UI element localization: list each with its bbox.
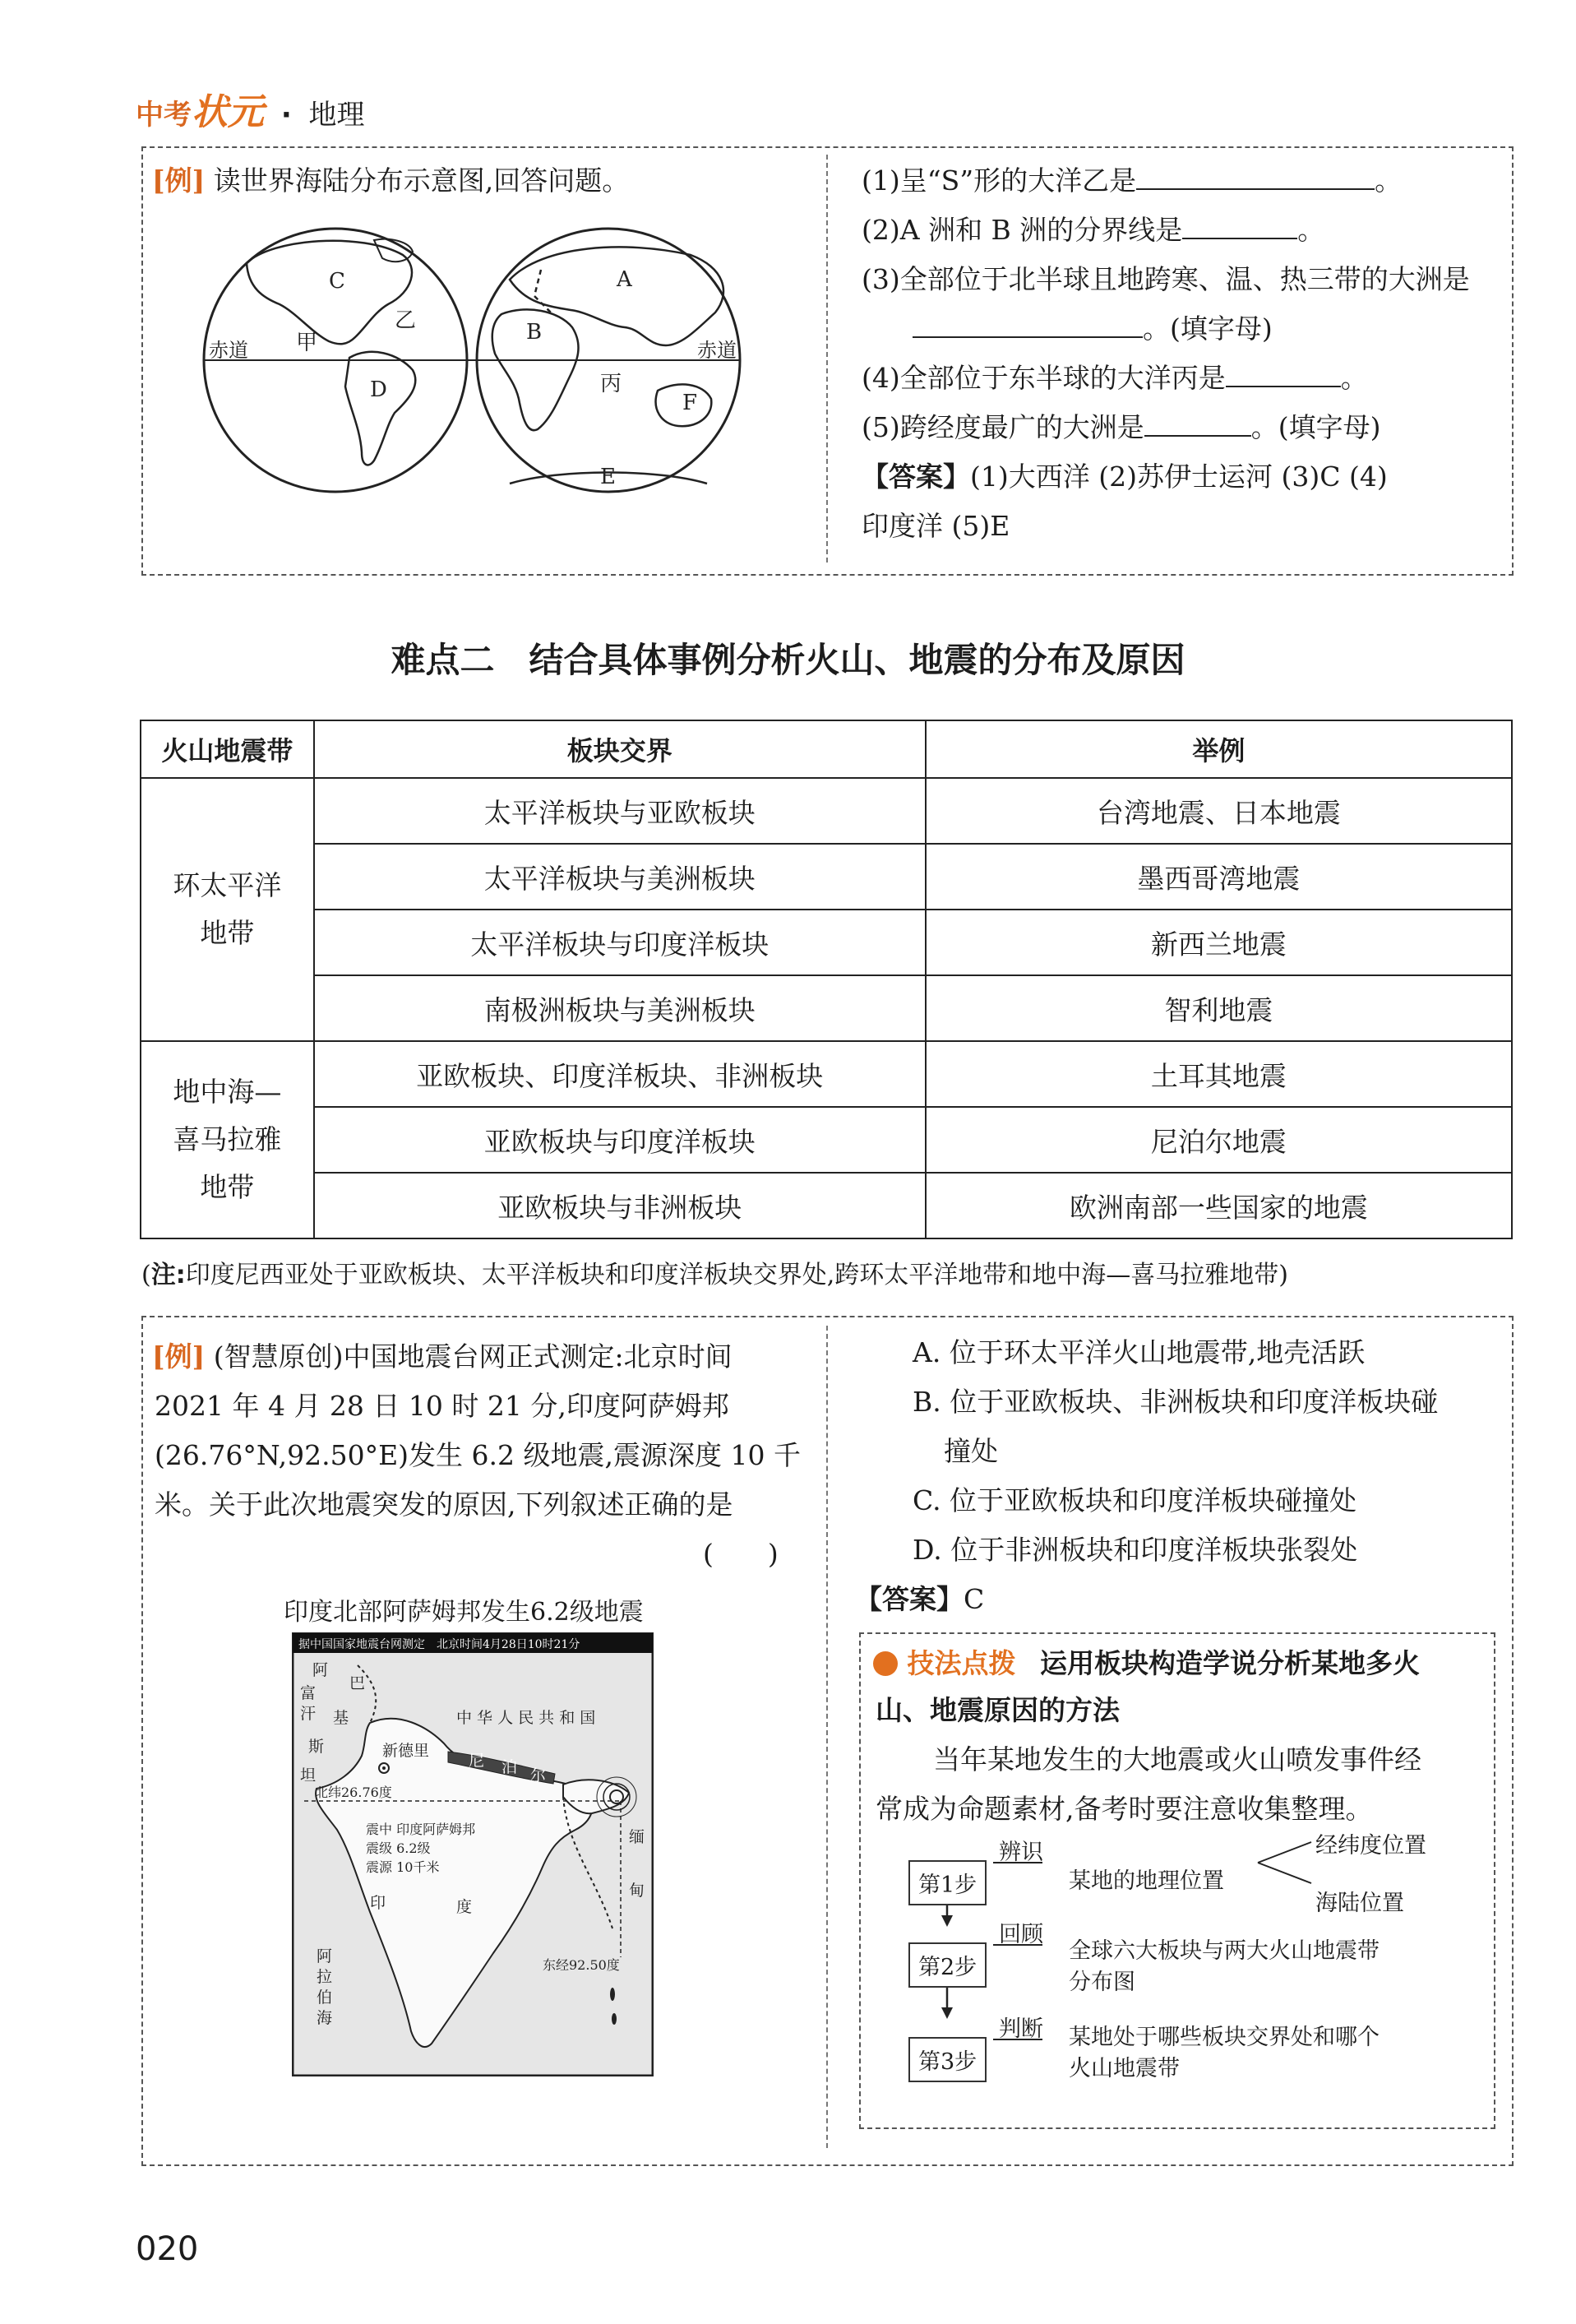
- flow-step1: 第1步: [908, 1860, 987, 1905]
- india-quake-map: [292, 1632, 654, 2076]
- label-bing: 丙: [600, 372, 622, 396]
- label-equator-right: 赤道: [697, 339, 737, 362]
- example-cell: 智利地震: [926, 975, 1512, 1041]
- example2-divider: [826, 1326, 828, 2148]
- flow-step3-text2: 火山地震带: [1069, 2056, 1180, 2081]
- label-afghan-1: 阿: [312, 1661, 329, 1679]
- tip-title-line1: [873, 1641, 1420, 1687]
- header-dot: ·: [280, 99, 292, 132]
- option-a: A. 位于环太平洋火山地震带,地壳活跃: [913, 1336, 1366, 1368]
- flow-step1-verb: 辨识: [999, 1840, 1043, 1865]
- label-yi: 乙: [395, 308, 417, 333]
- label-A: A: [617, 267, 632, 292]
- option-d: D. 位于非洲板块和印度洋板块张裂处: [913, 1534, 1358, 1566]
- example1-q5: (5)跨经度最广的大洲是 。(填字母): [862, 411, 1381, 443]
- label-D: D: [370, 377, 387, 402]
- label-china: 中 华 人 民 共 和 国: [456, 1709, 596, 1727]
- example2-line2: 2021 年 4 月 28 日 10 时 21 分,印度阿萨姆邦: [155, 1390, 729, 1422]
- tip-badge: 技法点拨: [907, 1647, 1016, 1679]
- page-number: 020: [136, 2230, 199, 2268]
- example-cell: 台湾地震、日本地震: [926, 778, 1512, 844]
- boundary-cell: 亚欧板块、印度洋板块、非洲板块: [314, 1041, 926, 1107]
- example1-answer-line2: 印度洋 (5)E: [862, 510, 1010, 542]
- series-name: 中考: [136, 99, 192, 132]
- label-india-1: 印: [370, 1894, 386, 1912]
- label-india-2: 度: [456, 1898, 473, 1916]
- example-cell: 欧洲南部一些国家的地震: [926, 1173, 1512, 1238]
- answer-paren: ( ): [703, 1538, 779, 1570]
- label-C: C: [329, 269, 345, 294]
- label-bo: 泊: [501, 1758, 518, 1776]
- flow-branch1: 经纬度位置: [1315, 1833, 1426, 1859]
- belt-mediterranean: 地中海— 喜马拉雅 地带: [141, 1041, 314, 1238]
- example1-q3: (3)全部位于北半球且地跨寒、温、热三带的大洲是: [862, 263, 1470, 295]
- label-afghan-2: 富: [300, 1684, 317, 1702]
- series-brand: 状元: [192, 91, 264, 133]
- label-arab-4: 海: [317, 2009, 333, 2027]
- label-E: E: [600, 465, 616, 489]
- header-boundary: 板块交界: [314, 720, 926, 778]
- tip-text-line1: 当年某地发生的大地震或火山喷发事件经: [933, 1743, 1421, 1775]
- boundary-cell: 太平洋板块与印度洋板块: [314, 910, 926, 975]
- label-arab-2: 拉: [317, 1968, 333, 1986]
- table-row: [141, 1173, 1512, 1238]
- map-banner-text: 据中国国家地震台网测定 北京时间4月28日10时21分: [298, 1638, 580, 1651]
- label-pak-1: 巴: [349, 1674, 366, 1692]
- table-row: [141, 975, 1512, 1041]
- label-pak-4: 坦: [300, 1766, 317, 1785]
- example2-tag: 例: [164, 1340, 192, 1373]
- flow-step3: 第3步: [908, 2037, 987, 2082]
- note-label: 注:: [150, 1261, 186, 1289]
- belt-pacific: 环太平洋 地带: [141, 778, 314, 1041]
- example-cell: 尼泊尔地震: [926, 1107, 1512, 1173]
- option-b: B. 位于亚欧板块、非洲板块和印度洋板块碰: [913, 1386, 1439, 1418]
- label-afghan-3: 汗: [300, 1705, 317, 1723]
- table-row: [141, 1107, 1512, 1173]
- option-b-cont: 撞处: [944, 1435, 998, 1467]
- flow-step2-text2: 分布图: [1069, 1970, 1135, 1995]
- tip-title-line2: 山、地震原因的方法: [876, 1694, 1120, 1726]
- header-example: 举例: [926, 720, 1512, 778]
- tip-title: 运用板块构造学说分析某地多火: [1040, 1647, 1420, 1679]
- table-note: (注:印度尼西亚处于亚欧板块、太平洋板块和印度洋板块交界处,跨环太平洋地带和地中海—喜马拉雅地带): [141, 1261, 1288, 1289]
- world-map: [197, 222, 756, 502]
- label-ni: 尼: [469, 1752, 485, 1770]
- example1-question: 读世界海陆分布示意图,回答问题。: [213, 164, 630, 197]
- label-quake-magnitude: 震级 6.2级: [366, 1840, 431, 1856]
- example1-q3-blank: 。(填字母): [913, 304, 1273, 354]
- example1-q4: (4)全部位于东半球的大洋丙是 。: [862, 362, 1368, 394]
- note-text: 印度尼西亚处于亚欧板块、太平洋板块和印度洋板块交界处,跨环太平洋地带和地中海—喜马拉雅地带): [185, 1261, 1288, 1289]
- lightbulb-icon: [873, 1651, 898, 1676]
- label-pak-2: 基: [333, 1709, 349, 1727]
- label-myanmar-2: 甸: [629, 1882, 645, 1900]
- boundary-cell: 太平洋板块与亚欧板块: [314, 778, 926, 844]
- label-new-delhi: 新德里: [382, 1742, 430, 1760]
- label-equator-left: 赤道: [209, 339, 248, 362]
- label-quake-depth: 震源 10千米: [366, 1859, 440, 1875]
- answer-text: C: [964, 1583, 985, 1615]
- example2-line3: (26.76°N,92.50°E)发生 6.2 级地震,震源深度 10 千: [155, 1439, 801, 1471]
- example-tag: 例: [164, 164, 192, 197]
- option-c: C. 位于亚欧板块和印度洋板块碰撞处: [913, 1484, 1357, 1516]
- example1-question-line: [例] 读世界海陆分布示意图,回答问题。: [152, 164, 630, 197]
- label-arab-1: 阿: [317, 1947, 333, 1965]
- flow-step2: 第2步: [908, 1942, 987, 1988]
- boundary-cell: 亚欧板块与非洲板块: [314, 1173, 926, 1238]
- header-belt: 火山地震带: [141, 720, 314, 778]
- answer-tag: 【答案】: [855, 1583, 964, 1615]
- quake-table: [140, 720, 1513, 1239]
- table-row: [141, 844, 1512, 910]
- table-row: [141, 910, 1512, 975]
- boundary-cell: 南极洲板块与美洲板块: [314, 975, 926, 1041]
- flow-step2-verb: 回顾: [999, 1922, 1043, 1947]
- label-arab-3: 伯: [317, 1988, 333, 2007]
- example1-q2: (2)A 洲和 B 洲的分界线是 。: [862, 214, 1325, 246]
- section-title: 难点二 结合具体事例分析火山、地震的分布及原因: [391, 640, 1185, 680]
- label-pak-3: 斯: [308, 1738, 325, 1756]
- label-longitude: 东经92.50度: [543, 1957, 620, 1973]
- flow-step3-text1: 某地处于哪些板块交界处和哪个: [1069, 2025, 1380, 2050]
- india-map-title: 印度北部阿萨姆邦发生6.2级地震: [284, 1598, 644, 1627]
- page-header: [136, 82, 365, 135]
- boundary-cell: 太平洋板块与美洲板块: [314, 844, 926, 910]
- example-cell: 土耳其地震: [926, 1041, 1512, 1107]
- label-jia: 甲: [296, 331, 318, 355]
- flow-step2-text1: 全球六大板块与两大火山地震带: [1069, 1938, 1380, 1964]
- example2-line4: 米。关于此次地震突发的原因,下列叙述正确的是: [155, 1488, 733, 1521]
- flow-step3-verb: 判断: [999, 2016, 1043, 2042]
- boundary-cell: 亚欧板块与印度洋板块: [314, 1107, 926, 1173]
- label-er: 尔: [530, 1766, 547, 1785]
- label-F: F: [682, 391, 698, 415]
- answer-text: (1)大西洋 (2)苏伊士运河 (3)C (4): [970, 461, 1388, 493]
- label-B: B: [526, 320, 543, 345]
- islands: [610, 1988, 615, 2001]
- answer-tag: 【答案】: [862, 461, 970, 493]
- label-myanmar-1: 缅: [629, 1828, 645, 1846]
- tip-text-line2: 常成为命题素材,备考时要注意收集整理。: [876, 1793, 1373, 1825]
- example1-answer: [862, 452, 1388, 502]
- example-cell: 墨西哥湾地震: [926, 844, 1512, 910]
- flow-branch2: 海陆位置: [1315, 1891, 1404, 1916]
- subject-label: 地理: [308, 99, 365, 132]
- table-row: [141, 778, 1512, 844]
- example2-line1: [例] (智慧原创)中国地震台网正式测定:北京时间: [152, 1340, 733, 1373]
- table-header-row: [141, 720, 1512, 778]
- example-cell: 新西兰地震: [926, 910, 1512, 975]
- example1-divider: [826, 155, 828, 562]
- example1-q1: (1)呈“S”形的大洋乙是 。: [862, 164, 1403, 197]
- label-quake-epicenter: 震中 印度阿萨姆邦: [366, 1822, 476, 1837]
- label-latitude: 北纬26.76度: [315, 1785, 392, 1800]
- flow-step1-text: 某地的地理位置: [1069, 1868, 1224, 1894]
- table-row: [141, 1041, 1512, 1107]
- example2-answer: [855, 1575, 984, 1624]
